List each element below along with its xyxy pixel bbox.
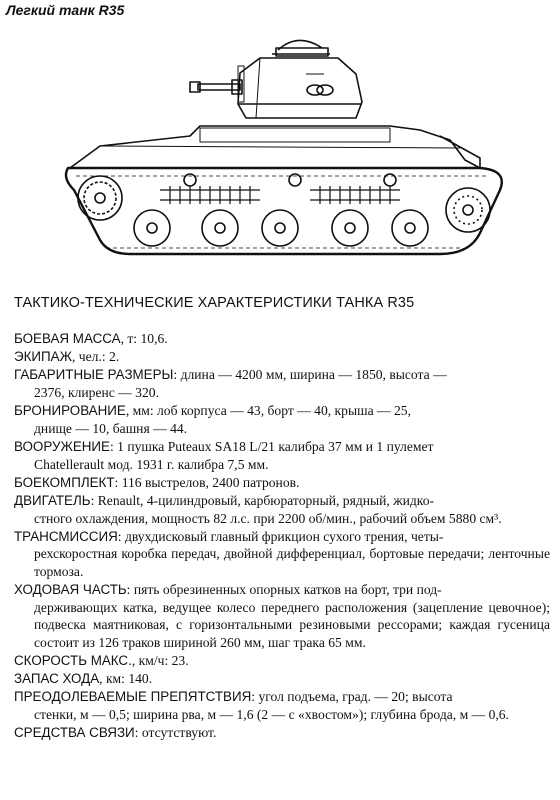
spec-label: ГАБАРИТНЫЕ РАЗМЕРЫ (14, 367, 174, 383)
gun (190, 80, 242, 94)
spec-text: : отсутствуют. (134, 725, 217, 741)
spec-row (14, 348, 550, 366)
spec-text: , км/ч: 23. (131, 653, 189, 669)
spec-label: ПРЕОДОЛЕВАЕМЫЕ ПРЕПЯТСТВИЯ (14, 689, 252, 705)
spec-row (14, 402, 550, 437)
spec-text: : Renault, 4-цилиндровый, карбюраторный, рядный, жидко- (90, 492, 435, 508)
drive-sprocket (78, 176, 122, 220)
spec-row (14, 670, 550, 688)
idler-wheel (446, 188, 490, 232)
spec-text-continued: рехскоростная коробка передач, двойной дифференциал, бортовые передачи; ленточные тормоза. (34, 546, 550, 579)
spec-label: БОЕКОМПЛЕКТ (14, 474, 115, 490)
spec-row (14, 581, 550, 651)
spec-label: БРОНИРОВАНИЕ (14, 403, 126, 419)
spec-text-continued: 2376, клиренс — 320. (34, 384, 159, 400)
spec-label: ВООРУЖЕНИЕ (14, 438, 110, 454)
spec-text-continued: стенки, м — 0,5; ширина рва, м — 1,6 (2 — с «хвостом»); глубина брода, м — 0,6. (34, 707, 509, 722)
spec-label: ХОДОВАЯ ЧАСТЬ (14, 582, 127, 598)
spec-text: : двухдисковый главный фрикцион сухого трения, четы- (117, 528, 444, 544)
spec-row (14, 652, 550, 670)
spec-label: СКОРОСТЬ МАКС. (14, 653, 132, 669)
specs-heading: ТАКТИКО-ТЕХНИЧЕСКИЕ ХАРАКТЕРИСТИКИ ТАНКА R35 (14, 295, 415, 311)
spec-text: : угол подъема, град. — 20; высота (251, 689, 453, 705)
suspension-springs (160, 186, 400, 204)
spec-text: : 116 выстрелов, 2400 патронов. (114, 474, 300, 490)
spec-text-continued: держивающих катка, ведущее колесо переднего расположения (зацепление цевочное); подвеска маятниковая, с горизонтальными резиновыми рессорами; каждая гусеница состоит из 126 траков шириной 260 мм, шаг трака 65 мм. (34, 599, 550, 650)
spec-text-continued: стного охлаждения, мощность 82 л.с. при 2200 об/мин., рабочий объем 5880 см³. (34, 510, 502, 526)
spec-row (14, 528, 550, 581)
specs-list (14, 330, 550, 742)
turret (238, 40, 362, 118)
spec-row (14, 330, 550, 348)
spec-row (14, 438, 550, 473)
spec-row (14, 724, 550, 742)
spec-label: БОЕВАЯ МАССА (14, 331, 121, 346)
spec-row (14, 366, 550, 401)
tank-illustration (60, 18, 520, 268)
road-wheels (134, 210, 428, 246)
page-title: Легкий танк R35 (6, 2, 125, 18)
spec-label: СРЕДСТВА СВЯЗИ (14, 725, 135, 741)
spec-row (14, 474, 550, 492)
spec-text-continued: днище — 10, башня — 44. (34, 420, 188, 436)
spec-text: , чел.: 2. (71, 349, 120, 365)
spec-label: ТРАНСМИССИЯ (14, 528, 118, 544)
spec-text: : 1 пушка Puteaux SA18 L/21 калибра 37 мм и 1 пулемет (109, 438, 434, 454)
spec-label: ЗАПАС ХОДА (14, 671, 100, 687)
spec-text-continued: Chatellerault мод. 1931 г. калибра 7,5 мм. (34, 456, 269, 472)
spec-text: : длина — 4200 мм, ширина — 1850, высота — (173, 367, 447, 383)
spec-label: ЭКИПАЖ (14, 349, 72, 365)
spec-label: ДВИГАТЕЛЬ (14, 492, 91, 508)
spec-text: : пять обрезиненных опорных катков на борт, три под- (126, 582, 442, 598)
spec-text: , мм: лоб корпуса — 43, борт — 40, крыша — 25, (125, 403, 411, 419)
hull (70, 126, 480, 168)
spec-row (14, 688, 550, 723)
spec-text: , т: 10,6. (120, 331, 168, 346)
spec-row (14, 492, 550, 527)
spec-text: , км: 140. (99, 671, 153, 687)
